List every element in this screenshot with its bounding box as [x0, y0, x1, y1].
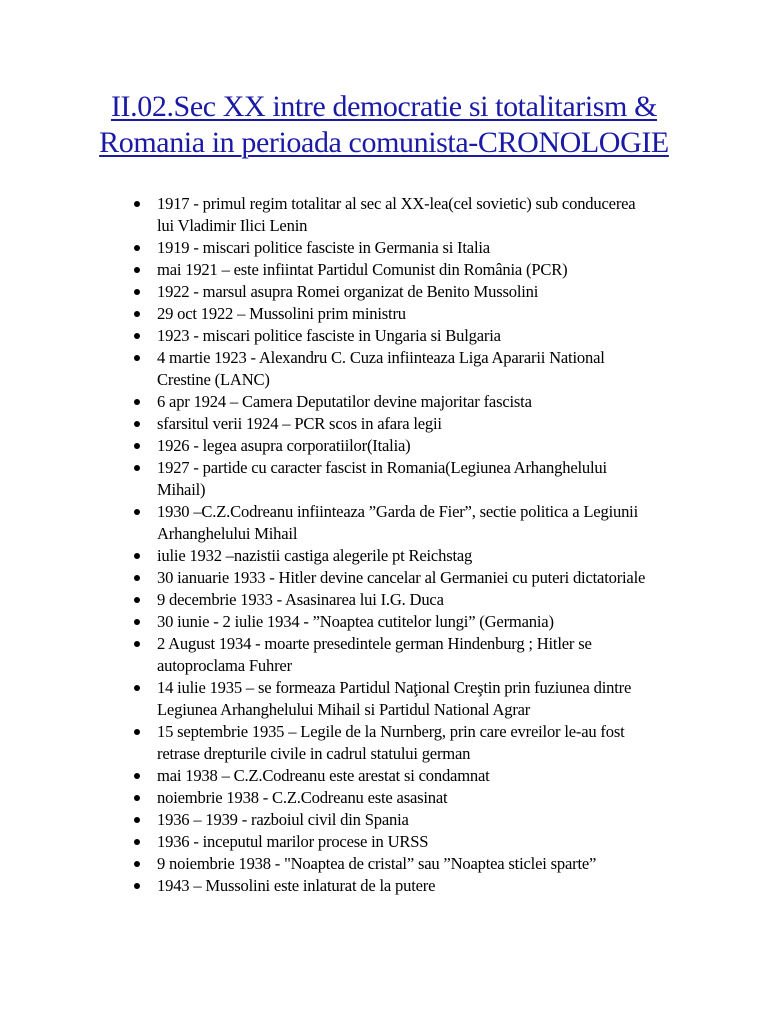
list-item-text: 30 iunie - 2 iulie 1934 - ”Noaptea cutitelor lungi” (Germania) — [157, 612, 554, 631]
list-item — [0, 303, 768, 325]
list-item-text: 4 martie 1923 - Alexandru C. Cuza infiinteaza Liga Apararii National — [157, 348, 605, 367]
bullet-icon — [134, 311, 140, 317]
list-item — [0, 413, 768, 435]
title-line-1: II.02.Sec XX intre democratie si totalitarism & — [110, 90, 658, 123]
list-item-text: 15 septembrie 1935 – Legile de la Nurnberg, prin care evreilor le-au fost — [157, 722, 625, 741]
list-item — [0, 391, 768, 413]
list-item — [0, 677, 768, 721]
bullet-icon — [134, 443, 140, 449]
bullet-icon — [134, 861, 140, 867]
bullet-icon — [134, 289, 140, 295]
bullet-icon — [134, 399, 140, 405]
bullet-icon — [134, 817, 140, 823]
list-item-text: 1919 - miscari politice fasciste in Germania si Italia — [157, 238, 490, 257]
list-item-text: sfarsitul verii 1924 – PCR scos in afara legii — [157, 414, 442, 433]
bullet-icon — [134, 795, 140, 801]
list-item-text: 1926 - legea asupra corporatiilor(Italia) — [157, 436, 411, 455]
list-item — [0, 787, 768, 809]
list-item — [0, 831, 768, 853]
list-item — [0, 259, 768, 281]
list-item — [0, 347, 768, 391]
list-item-text: 30 ianuarie 1933 - Hitler devine cancelar al Germaniei cu puteri dictatoriale — [157, 568, 646, 587]
list-item-text: Crestine (LANC) — [157, 370, 270, 389]
list-item-text: Mihail) — [157, 480, 206, 499]
list-item-text: 1923 - miscari politice fasciste in Ungaria si Bulgaria — [157, 326, 501, 345]
list-item — [0, 193, 768, 237]
list-item-text: 9 noiembrie 1938 - "Noaptea de cristal” sau ”Noaptea sticlei sparte” — [157, 854, 597, 873]
list-item-text: retrase drepturile civile in cadrul statului german — [157, 744, 471, 763]
list-item — [0, 457, 768, 501]
bullet-icon — [134, 465, 140, 471]
bullet-icon — [134, 355, 140, 361]
list-item-text: 9 decembrie 1933 - Asasinarea lui I.G. Duca — [157, 590, 444, 609]
list-item-text: lui Vladimir Ilici Lenin — [157, 216, 308, 235]
bullet-icon — [134, 883, 140, 889]
bullet-icon — [134, 201, 140, 207]
list-item — [0, 809, 768, 831]
list-item — [0, 611, 768, 633]
list-item-text: autoproclama Fuhrer — [157, 656, 292, 675]
bullet-icon — [134, 839, 140, 845]
bullet-icon — [134, 333, 140, 339]
list-item-text: 1943 – Mussolini este inlaturat de la putere — [157, 876, 436, 895]
bullet-icon — [134, 509, 140, 515]
list-item — [0, 765, 768, 787]
bullet-icon — [134, 729, 140, 735]
list-item-text: 1922 - marsul asupra Romei organizat de Benito Mussolini — [157, 282, 539, 301]
list-item — [0, 325, 768, 347]
bullet-icon — [134, 575, 140, 581]
list-item — [0, 567, 768, 589]
list-item — [0, 545, 768, 567]
list-item — [0, 589, 768, 611]
list-item-text: 1917 - primul regim totalitar al sec al XX-lea(cel sovietic) sub conducerea — [157, 194, 636, 213]
list-item-text: noiembrie 1938 - C.Z.Codreanu este asasinat — [157, 788, 448, 807]
bullet-icon — [134, 773, 140, 779]
list-item — [0, 633, 768, 677]
list-item-text: 1927 - partide cu caracter fascist in Romania(Legiunea Arhanghelului — [157, 458, 607, 477]
list-item-text: 14 iulie 1935 – se formeaza Partidul Naţional Creştin prin fuziunea dintre — [157, 678, 632, 697]
list-item-text: Arhanghelului Mihail — [157, 524, 298, 543]
bullet-icon — [134, 267, 140, 273]
list-item-text: 1930 –C.Z.Codreanu infiinteaza ”Garda de Fier”, sectie politica a Legiunii — [157, 502, 638, 521]
list-item — [0, 853, 768, 875]
list-item — [0, 875, 768, 897]
document-title[interactable] — [0, 89, 768, 161]
list-item-text: 6 apr 1924 – Camera Deputatilor devine majoritar fascista — [157, 392, 532, 411]
bullet-icon — [134, 553, 140, 559]
list-item-text: mai 1938 – C.Z.Codreanu este arestat si condamnat — [157, 766, 490, 785]
bullet-icon — [134, 619, 140, 625]
list-item-text: 1936 – 1939 - razboiul civil din Spania — [157, 810, 409, 829]
list-item — [0, 281, 768, 303]
chronology-list — [0, 193, 768, 897]
bullet-icon — [134, 245, 140, 251]
list-item-text: mai 1921 – este infiintat Partidul Comunist din România (PCR) — [157, 260, 568, 279]
list-item-text: 2 August 1934 - moarte presedintele german Hindenburg ; Hitler se — [157, 634, 592, 653]
list-item — [0, 721, 768, 765]
bullet-icon — [134, 421, 140, 427]
list-item — [0, 237, 768, 259]
list-item-text: 29 oct 1922 – Mussolini prim ministru — [157, 304, 406, 323]
bullet-icon — [134, 597, 140, 603]
list-item — [0, 435, 768, 457]
title-line-2: Romania in perioada comunista-CRONOLOGIE — [99, 126, 669, 159]
list-item-text: 1936 - inceputul marilor procese in URSS — [157, 832, 429, 851]
bullet-icon — [134, 641, 140, 647]
list-item-text: Legiunea Arhanghelului Mihail si Partidul National Agrar — [157, 700, 531, 719]
list-item-text: iulie 1932 –nazistii castiga alegerile pt Reichstag — [157, 546, 473, 565]
list-item — [0, 501, 768, 545]
bullet-icon — [134, 685, 140, 691]
